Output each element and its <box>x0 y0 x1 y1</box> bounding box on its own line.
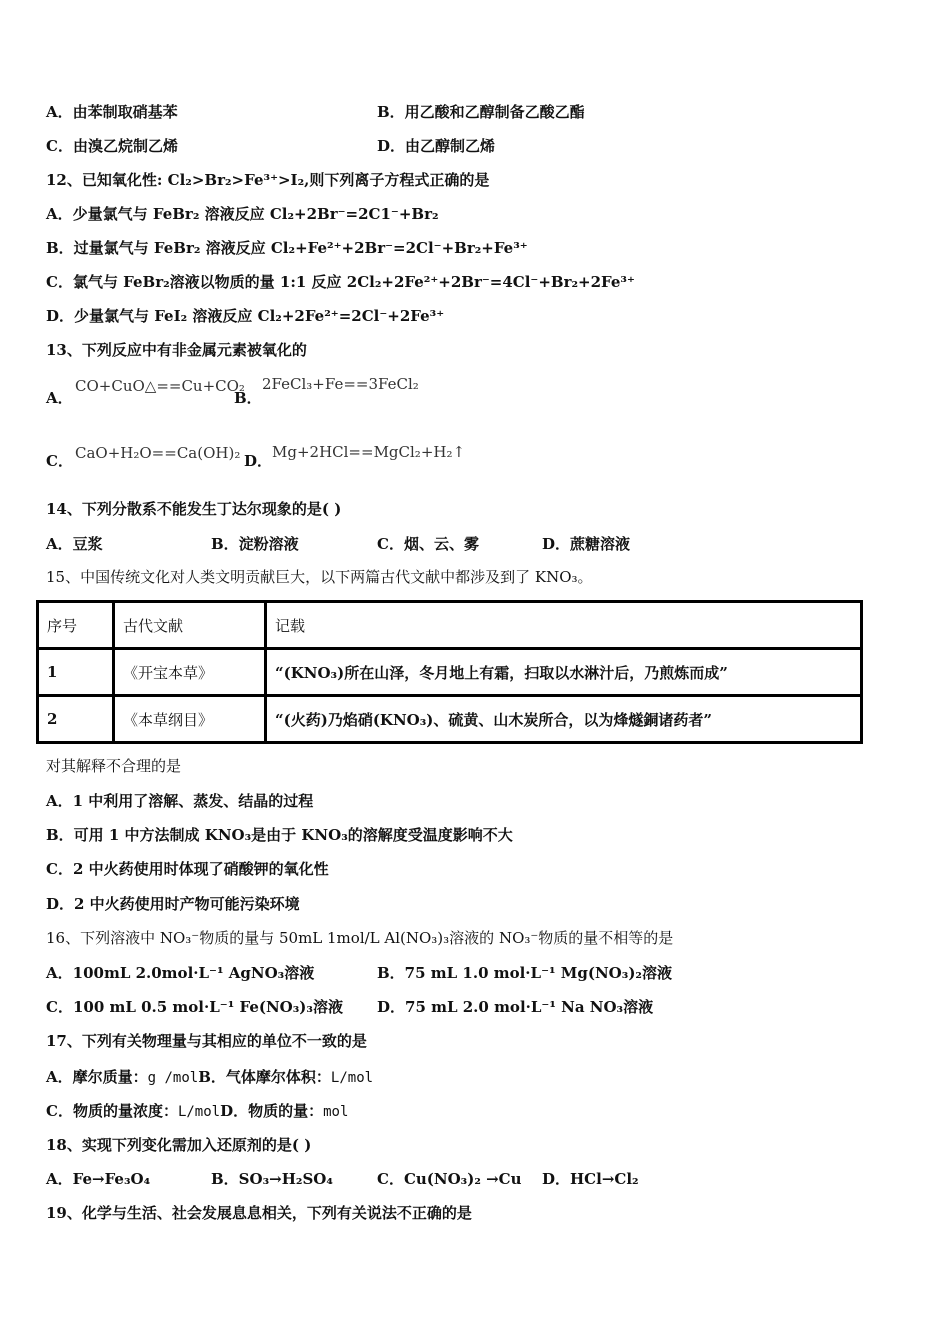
q13-label-d: D． <box>244 452 273 470</box>
q13-label-b: B． <box>234 389 262 407</box>
q15-option-d: D．2 中火药使用时产物可能污染环境 <box>46 895 300 913</box>
q13-formula-d: Mg+2HCl==MgCl₂+H₂↑ <box>272 443 466 461</box>
q15-option-c: C．2 中火药使用时体现了硝酸钾的氧化性 <box>46 860 329 878</box>
q17-option-a-label: A．摩尔质量： <box>46 1068 148 1086</box>
q18-option-c: C．Cu(NO₃)₂ →Cu <box>377 1170 522 1188</box>
table-header-cell: 序号 <box>38 602 114 649</box>
q16-option-b: B．75 mL 1.0 mol·L⁻¹ Mg(NO₃)₂溶液 <box>377 964 672 982</box>
table-cell: 《本草纲目》 <box>114 696 266 743</box>
table-cell: 1 <box>38 649 114 696</box>
q11-option-b: B．用乙酸和乙醇制备乙酸乙酯 <box>377 103 585 121</box>
q17-option-cd <box>46 1101 348 1122</box>
table-cell: “(火药)乃焰硝(KNO₃)、硫黄、山木炭所合，以为烽燧銅诸药者” <box>266 696 862 743</box>
table-header-cell: 古代文献 <box>114 602 266 649</box>
q15-option-a: A．1 中利用了溶解、蒸发、结晶的过程 <box>46 792 314 810</box>
q16-option-d: D．75 mL 2.0 mol·L⁻¹ Na NO₃溶液 <box>377 998 654 1016</box>
q13-formula-b: 2FeCl₃+Fe==3FeCl₂ <box>262 375 419 393</box>
table-row <box>38 696 862 743</box>
q16-option-c: C．100 mL 0.5 mol·L⁻¹ Fe(NO₃)₃溶液 <box>46 998 343 1016</box>
q12-option-c: C．氯气与 FeBr₂溶液以物质的量 1:1 反应 2Cl₂+2Fe²⁺+2Br⁻=4Cl⁻+Br₂+2Fe³⁺ <box>46 273 635 291</box>
q11-option-a: A．由苯制取硝基苯 <box>46 103 178 121</box>
q16-option-a: A．100mL 2.0mol·L⁻¹ AgNO₃溶液 <box>46 964 315 982</box>
q14-option-a: A．豆浆 <box>46 535 103 553</box>
q17-option-ab <box>46 1067 373 1088</box>
q13-label-a: A． <box>46 389 73 407</box>
q14-option-b: B．淀粉溶液 <box>211 535 299 553</box>
q13-formula-a: CO+CuO△==Cu+CO₂ <box>75 377 245 395</box>
q13-stem: 13、下列反应中有非金属元素被氧化的 <box>46 341 307 359</box>
q17-option-d-unit: mol <box>323 1104 349 1120</box>
q18-option-b: B．SO₃→H₂SO₄ <box>211 1170 333 1188</box>
q14-option-d: D．蔗糖溶液 <box>542 535 631 553</box>
table-cell: 2 <box>38 696 114 743</box>
q17-option-a-unit: g /mol <box>147 1070 199 1086</box>
table-row <box>38 649 862 696</box>
q17-option-b-label: B．气体摩尔体积： <box>198 1068 331 1086</box>
table-cell: 《开宝本草》 <box>114 649 266 696</box>
q14-stem: 14、下列分散系不能发生丁达尔现象的是( ) <box>46 500 342 518</box>
table-header-row <box>38 602 862 649</box>
table-cell: “(KNO₃)所在山泽，冬月地上有霜，扫取以水淋汁后，乃煎炼而成” <box>266 649 862 696</box>
q17-option-d-label: D．物质的量： <box>220 1102 324 1120</box>
q17-option-c-label: C．物质的量浓度： <box>46 1102 178 1120</box>
q17-option-b-unit: L/mol <box>330 1070 374 1086</box>
q15-option-b: B．可用 1 中方法制成 KNO₃是由于 KNO₃的溶解度受温度影响不大 <box>46 826 513 844</box>
q17-option-c-unit: L/mol <box>177 1104 221 1120</box>
q11-option-d: D．由乙醇制乙烯 <box>377 137 496 155</box>
q11-option-c: C．由溴乙烷制乙烯 <box>46 137 178 155</box>
q18-option-a: A．Fe→Fe₃O₄ <box>46 1170 151 1188</box>
q12-option-a: A．少量氯气与 FeBr₂ 溶液反应 Cl₂+2Br⁻=2C1⁻+Br₂ <box>46 205 439 223</box>
q18-stem: 18、实现下列变化需加入还原剂的是( ) <box>46 1136 312 1154</box>
table-header-cell: 记载 <box>266 602 862 649</box>
q12-option-d: D．少量氯气与 FeI₂ 溶液反应 Cl₂+2Fe²⁺=2Cl⁻+2Fe³⁺ <box>46 307 445 325</box>
q15-after-text: 对其解释不合理的是 <box>46 757 182 775</box>
q15-table <box>36 600 863 744</box>
q14-option-c: C．烟、云、雾 <box>377 535 479 553</box>
q17-stem: 17、下列有关物理量与其相应的单位不一致的是 <box>46 1032 367 1050</box>
q13-formula-c: CaO+H₂O==Ca(OH)₂ <box>75 444 241 462</box>
q12-stem: 12、已知氧化性: Cl₂>Br₂>Fe³⁺>I₂,则下列离子方程式正确的是 <box>46 171 490 189</box>
q12-option-b: B．过量氯气与 FeBr₂ 溶液反应 Cl₂+Fe²⁺+2Br⁻=2Cl⁻+Br₂+Fe³⁺ <box>46 239 528 257</box>
q15-stem: 15、中国传统文化对人类文明贡献巨大，以下两篇古代文献中都涉及到了 KNO₃。 <box>46 568 593 586</box>
q19-stem: 19、化学与生活、社会发展息息相关，下列有关说法不正确的是 <box>46 1204 472 1222</box>
q16-stem: 16、下列溶液中 NO₃⁻物质的量与 50mL 1mol/L Al(NO₃)₃溶液的 NO₃⁻物质的量不相等的是 <box>46 929 674 947</box>
q13-label-c: C． <box>46 452 73 470</box>
q18-option-d: D．HCl→Cl₂ <box>542 1170 639 1188</box>
